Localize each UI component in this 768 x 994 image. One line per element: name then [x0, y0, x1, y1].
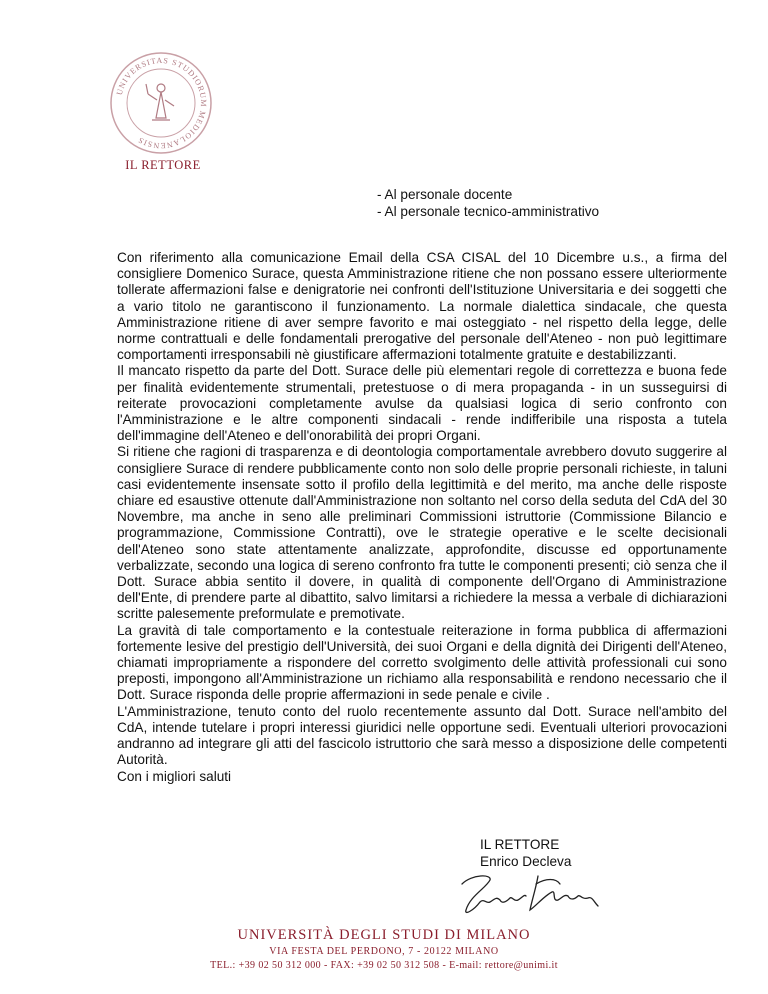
university-seal-logo [108, 50, 214, 156]
university-name: UNIVERSITÀ DEGLI STUDI DI MILANO [237, 927, 531, 943]
closing-line: Con i migliori saluti [117, 768, 232, 784]
signer-name: Enrico Decleva [480, 854, 572, 869]
body-paragraph: Con riferimento alla comunicazione Email della CSA CISAL del 10 Dicembre u.s., a firma del consigliere Domenico Surace, questa Amministrazione ritiene che non possano essere ulteriormente tollerate affermazioni false e denigratorie nei confronti dell'Istituzione Universitaria e dei soggetti che a vario titolo ne garantiscono il funzionamento. La normale dialettica sindacale, che questa Amministrazione ritiene di aver sempre favorito e mai osteggiato - nel rispetto della legge, delle norme contrattuali e delle fondamentali prerogative del personale dell'Ateneo - non può legittimare comportamenti irresponsabili nè giustificare affermazioni totalmente gratuite e destabilizzanti. [117, 250, 727, 363]
recipient-line: - Al personale tecnico-amministrativo [377, 204, 600, 219]
recipients-list [377, 186, 599, 220]
body-paragraph: La gravità di tale comportamento e la contestuale reiterazione in forma pubblica di affermazioni fortemente lesive del prestigio dell'Università, dei suoi Organi e della dignità dei Dirigenti dell'Ateneo, chiamati impropriamente a rispondere del corretto svolgimento delle attività professionali cui sono preposti, impongono all'Amministrazione un richiamo alla responsabilità e rendono necessario che il Dott. Surace risponda delle proprie affermazioni in sede penale e civile . [117, 622, 727, 703]
recipient-line: - Al personale docente [377, 187, 513, 202]
body-paragraph: L'Amministrazione, tenuto conto del ruolo recentemente assunto dal Dott. Surace nell'ambito del CdA, intende tutelare i propri interessi giuridici nelle opportune sedi. Eventuali ulteriori provocazioni andranno ad integrare gli atti del fascicolo istruttorio che sarà messo a disposizione delle competenti Autorità. [117, 703, 727, 768]
body-paragraph: Si ritiene che ragioni di trasparenza e di deontologia comportamentale avrebbero dovuto suggerire al consigliere Surace di rendere pubblicamente conto non solo delle proprie personali richieste, in taluni casi evidentemente insensate sotto il profilo della legittimità e del merito, ma anche delle risposte chiare ed esaustive ottenute dall'Amministrazione non soltanto nel corso della seduta del CdA del 30 Novembre, ma anche in seno alle preliminari Commissioni istruttorie (Commissione Bilancio e programmazione, Commissione Contratti), ove le strategie operative e le scelte decisionali dell'Ateneo sono state attentamente analizzate, approfondite, discusse ed opportunamente verbalizzate, secondo una logica di sereno confronto fra tutte le componenti presenti; ciò senza che il Dott. Surace abbia sentito il dovere, in qualità di componente dell'Organo di Amministrazione dell'Ente, di prendere parte al dibattito, salvo limitarsi a richiedere la messa a verbale di dichiarazioni scritte palesemente preformulate e premotivate. [117, 444, 727, 622]
office-title: IL RETTORE [125, 158, 201, 172]
signer-title: IL RETTORE [480, 837, 560, 852]
university-contact: TEL.: +39 02 50 312 000 - FAX: +39 02 50 312 508 - E-mail: rettore@unimi.it [210, 960, 558, 971]
handwritten-signature [452, 866, 602, 918]
letterhead-footer [0, 926, 768, 973]
svg-text:UNIVERSITAS STUDIORUM MEDIOLAN: UNIVERSITAS STUDIORUM MEDIOLANENSIS [114, 55, 209, 151]
body-paragraph: Il mancato rispetto da parte del Dott. Surace delle più elementari regole di correttezza e buona fede per finalità evidentemente strumentali, pretestuose o di mera propaganda - in un susseguirsi di reiterate provocazioni completamente avulse da qualsiasi logica di serio confronto con l'Amministrazione e le altre componenti sindacali - rende indifferibile una risposta a tutela dell'immagine dell'Ateneo e dell'onorabilità dei propri Organi. [117, 363, 727, 444]
letter-body [117, 250, 727, 785]
signer-block [480, 836, 571, 870]
university-address: VIA FESTA DEL PERDONO, 7 - 20122 MILANO [269, 946, 499, 957]
